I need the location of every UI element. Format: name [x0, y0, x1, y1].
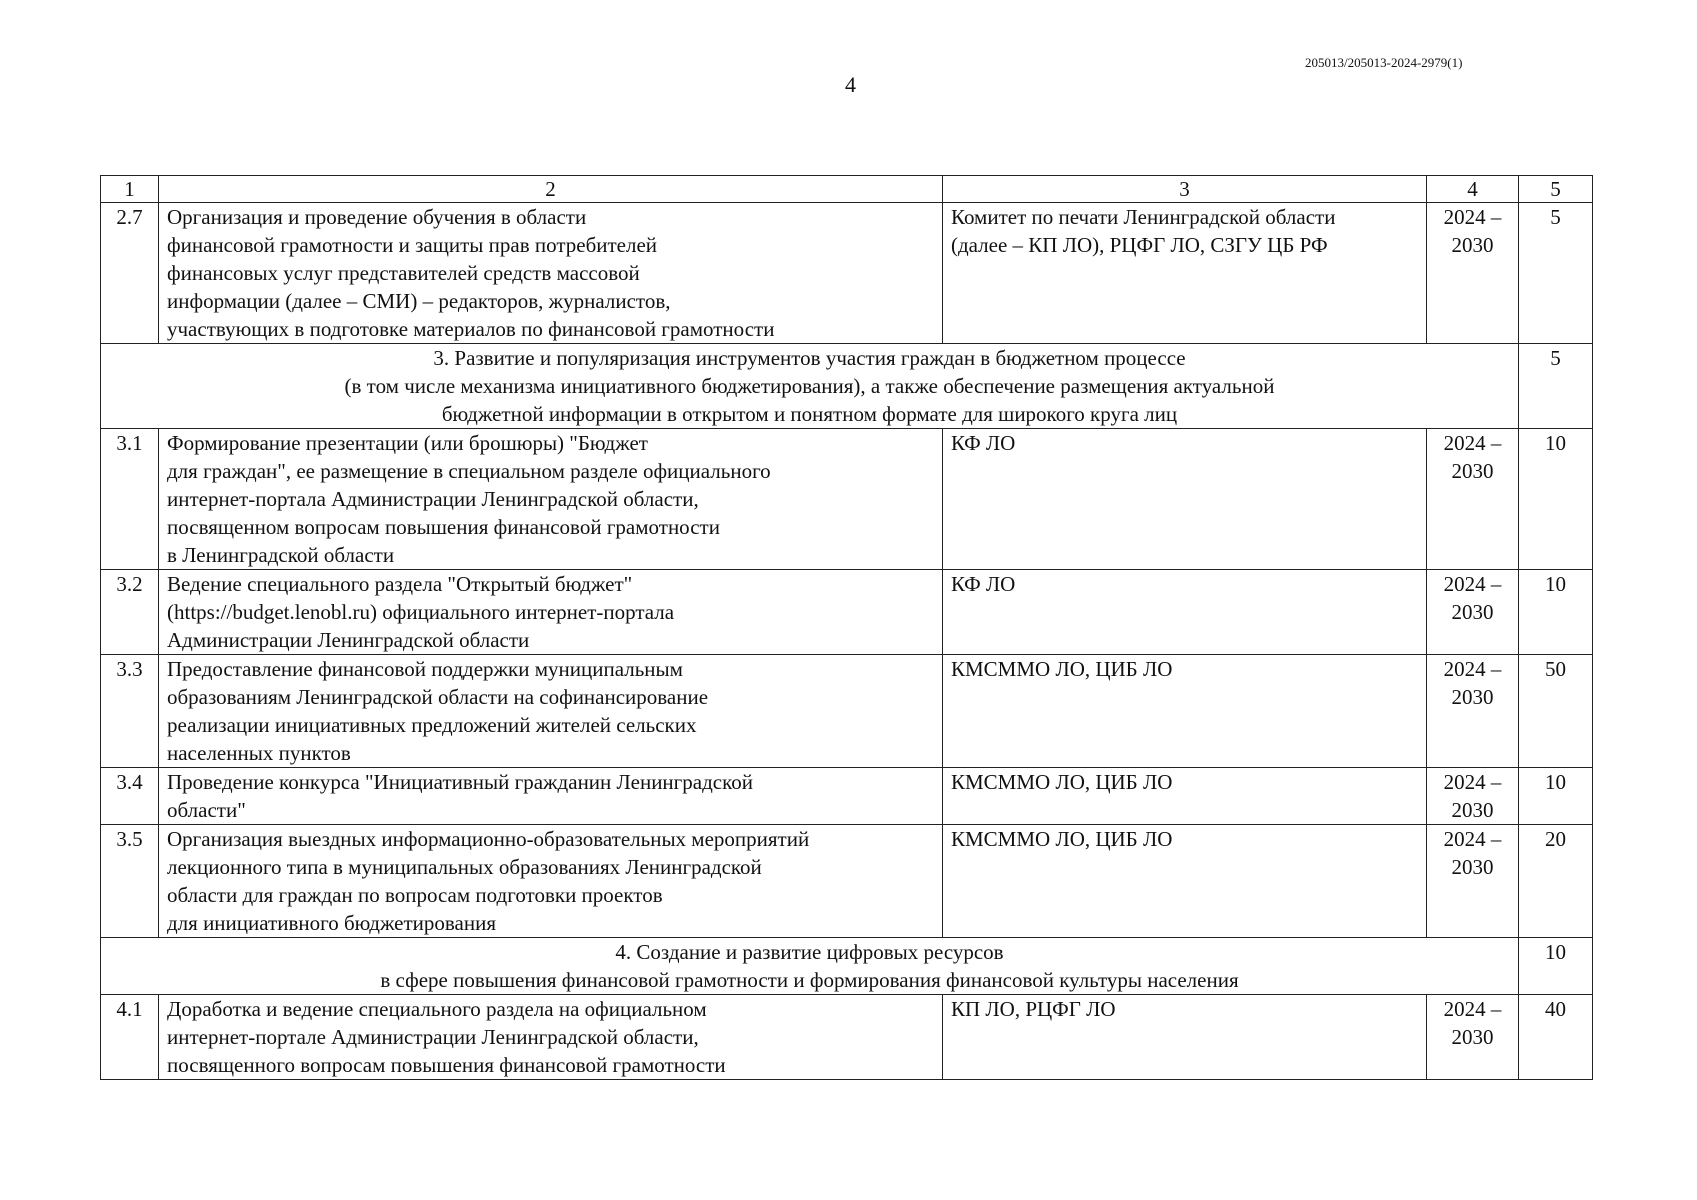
- item-number-cell: 3.3: [101, 655, 159, 768]
- period-line: 2024 –: [1443, 205, 1502, 229]
- responsible-executor-cell: [943, 995, 1427, 1080]
- section-title-line: в сфере повышения финансовой грамотности и формирования финансовой культуры населения: [380, 968, 1239, 992]
- activity-description-line: Организация выездных информационно-образовательных мероприятий: [167, 827, 810, 851]
- activity-description-line: интернет-портала Администрации Ленинградской области,: [167, 487, 699, 511]
- period-cell: [1427, 570, 1519, 655]
- period-cell: [1427, 825, 1519, 938]
- responsible-executor-line: (далее – КП ЛО), РЦФГ ЛО, СЗГУ ЦБ РФ: [951, 233, 1328, 257]
- column-header-1: 1: [101, 176, 159, 203]
- activity-description-cell: [159, 825, 943, 938]
- activity-description-cell: [159, 570, 943, 655]
- responsible-executor-cell: [943, 429, 1427, 570]
- item-number-cell: 3.5: [101, 825, 159, 938]
- activity-description-line: Доработка и ведение специального раздела на официальном: [167, 997, 707, 1021]
- period-cell: [1427, 995, 1519, 1080]
- period-line: 2024 –: [1443, 431, 1502, 455]
- table-body: [101, 203, 1593, 1080]
- activity-description-cell: [159, 655, 943, 768]
- column-header-5: 5: [1519, 176, 1593, 203]
- activity-description-line: области для граждан по вопросам подготовки проектов: [167, 883, 663, 907]
- section-title-line: 4. Создание и развитие цифровых ресурсов: [615, 940, 1004, 964]
- table-row: [101, 203, 1593, 344]
- item-number-cell: 3.2: [101, 570, 159, 655]
- responsible-executor-cell: [943, 768, 1427, 825]
- weight-cell: 40: [1519, 995, 1593, 1080]
- period-line: 2030: [1451, 600, 1494, 624]
- table-row: [101, 995, 1593, 1080]
- table-row: [101, 570, 1593, 655]
- activity-description-line: образованиям Ленинградской области на софинансирование: [167, 685, 709, 709]
- responsible-executor-cell: [943, 570, 1427, 655]
- period-line: 2024 –: [1443, 770, 1502, 794]
- period-line: 2030: [1451, 1025, 1494, 1049]
- responsible-executor-line: КФ ЛО: [951, 572, 1016, 596]
- period-cell: [1427, 655, 1519, 768]
- activity-description-line: интернет-портале Администрации Ленинградской области,: [167, 1025, 699, 1049]
- responsible-executor-cell: [943, 825, 1427, 938]
- weight-cell: 10: [1519, 570, 1593, 655]
- activity-description-line: в Ленинградской области: [167, 543, 395, 567]
- responsible-executor-line: КМСММО ЛО, ЦИБ ЛО: [951, 770, 1173, 794]
- section-title-line: (в том числе механизма инициативного бюджетирования), а также обеспечение размещения актуальной: [344, 374, 1275, 398]
- activity-description-line: Ведение специального раздела "Открытый бюджет": [167, 572, 633, 596]
- item-number-cell: 3.4: [101, 768, 159, 825]
- section-title-line: 3. Развитие и популяризация инструментов участия граждан в бюджетном процессе: [433, 346, 1186, 370]
- activity-description-line: области": [167, 798, 246, 822]
- weight-cell: 50: [1519, 655, 1593, 768]
- activity-description-line: посвященном вопросам повышения финансовой грамотности: [167, 515, 720, 539]
- responsible-executor-line: КМСММО ЛО, ЦИБ ЛО: [951, 827, 1173, 851]
- period-line: 2024 –: [1443, 657, 1502, 681]
- section-weight-cell: 10: [1519, 938, 1593, 995]
- weight-cell: 20: [1519, 825, 1593, 938]
- period-line: 2030: [1451, 685, 1494, 709]
- weight-cell: 10: [1519, 768, 1593, 825]
- activity-description-line: Администрации Ленинградской области: [167, 628, 530, 652]
- activity-description-line: участвующих в подготовке материалов по финансовой грамотности: [167, 317, 775, 341]
- period-line: 2030: [1451, 798, 1494, 822]
- period-line: 2024 –: [1443, 572, 1502, 596]
- activity-description-line: Предоставление финансовой поддержки муниципальным: [167, 657, 683, 681]
- activity-description-line: посвященного вопросам повышения финансовой грамотности: [167, 1053, 726, 1077]
- responsible-executor-line: КФ ЛО: [951, 431, 1016, 455]
- item-number-cell: 3.1: [101, 429, 159, 570]
- section-title-line: бюджетной информации в открытом и понятном формате для широкого круга лиц: [441, 402, 1178, 426]
- table-row: [101, 429, 1593, 570]
- column-number-row: [101, 176, 1593, 203]
- section-weight-cell: 5: [1519, 344, 1593, 429]
- activity-description-line: Формирование презентации (или брошюры) "Бюджет: [167, 431, 648, 455]
- activity-description-line: лекционного типа в муниципальных образованиях Ленинградской: [167, 855, 762, 879]
- activity-description-line: финансовых услуг представителей средств массовой: [167, 261, 640, 285]
- activity-description-cell: [159, 203, 943, 344]
- activity-description-line: Организация и проведение обучения в области: [167, 205, 587, 229]
- weight-cell: 5: [1519, 203, 1593, 344]
- activity-description-cell: [159, 429, 943, 570]
- period-line: 2030: [1451, 855, 1494, 879]
- activity-description-line: финансовой грамотности и защиты прав потребителей: [167, 233, 658, 257]
- activity-description-line: Проведение конкурса "Инициативный гражданин Ленинградской: [167, 770, 753, 794]
- table-row: [101, 768, 1593, 825]
- column-header-4: 4: [1427, 176, 1519, 203]
- page-number: 4: [845, 72, 856, 97]
- column-header-2: 2: [159, 176, 943, 203]
- column-header-3: 3: [943, 176, 1427, 203]
- section-title-cell: [101, 344, 1519, 429]
- responsible-executor-line: КП ЛО, РЦФГ ЛО: [951, 997, 1116, 1021]
- table-row: [101, 825, 1593, 938]
- period-line: 2030: [1451, 459, 1494, 483]
- period-cell: [1427, 203, 1519, 344]
- period-cell: [1427, 768, 1519, 825]
- activity-description-line: для инициативного бюджетирования: [167, 911, 497, 935]
- activity-description-cell: [159, 995, 943, 1080]
- activity-description-line: реализации инициативных предложений жителей сельских: [167, 713, 697, 737]
- responsible-executor-line: КМСММО ЛО, ЦИБ ЛО: [951, 657, 1173, 681]
- responsible-executor-cell: [943, 203, 1427, 344]
- item-number-cell: 4.1: [101, 995, 159, 1080]
- activity-description-line: (https://budget.lenobl.ru) официального интернет-портала: [167, 600, 675, 624]
- period-line: 2030: [1451, 233, 1494, 257]
- action-plan-table: [100, 175, 1593, 1080]
- period-line: 2024 –: [1443, 827, 1502, 851]
- period-cell: [1427, 429, 1519, 570]
- responsible-executor-line: Комитет по печати Ленинградской области: [951, 205, 1336, 229]
- section-title-cell: [101, 938, 1519, 995]
- section-heading-row: [101, 938, 1593, 995]
- activity-description-cell: [159, 768, 943, 825]
- item-number-cell: 2.7: [101, 203, 159, 344]
- responsible-executor-cell: [943, 655, 1427, 768]
- weight-cell: 10: [1519, 429, 1593, 570]
- table-row: [101, 655, 1593, 768]
- activity-description-line: для граждан", ее размещение в специальном разделе официального: [167, 459, 771, 483]
- section-heading-row: [101, 344, 1593, 429]
- document-registration-number: 205013/205013-2024-2979(1): [1305, 55, 1463, 70]
- activity-description-line: информации (далее – СМИ) – редакторов, журналистов,: [167, 289, 671, 313]
- period-line: 2024 –: [1443, 997, 1502, 1021]
- activity-description-line: населенных пунктов: [167, 741, 351, 765]
